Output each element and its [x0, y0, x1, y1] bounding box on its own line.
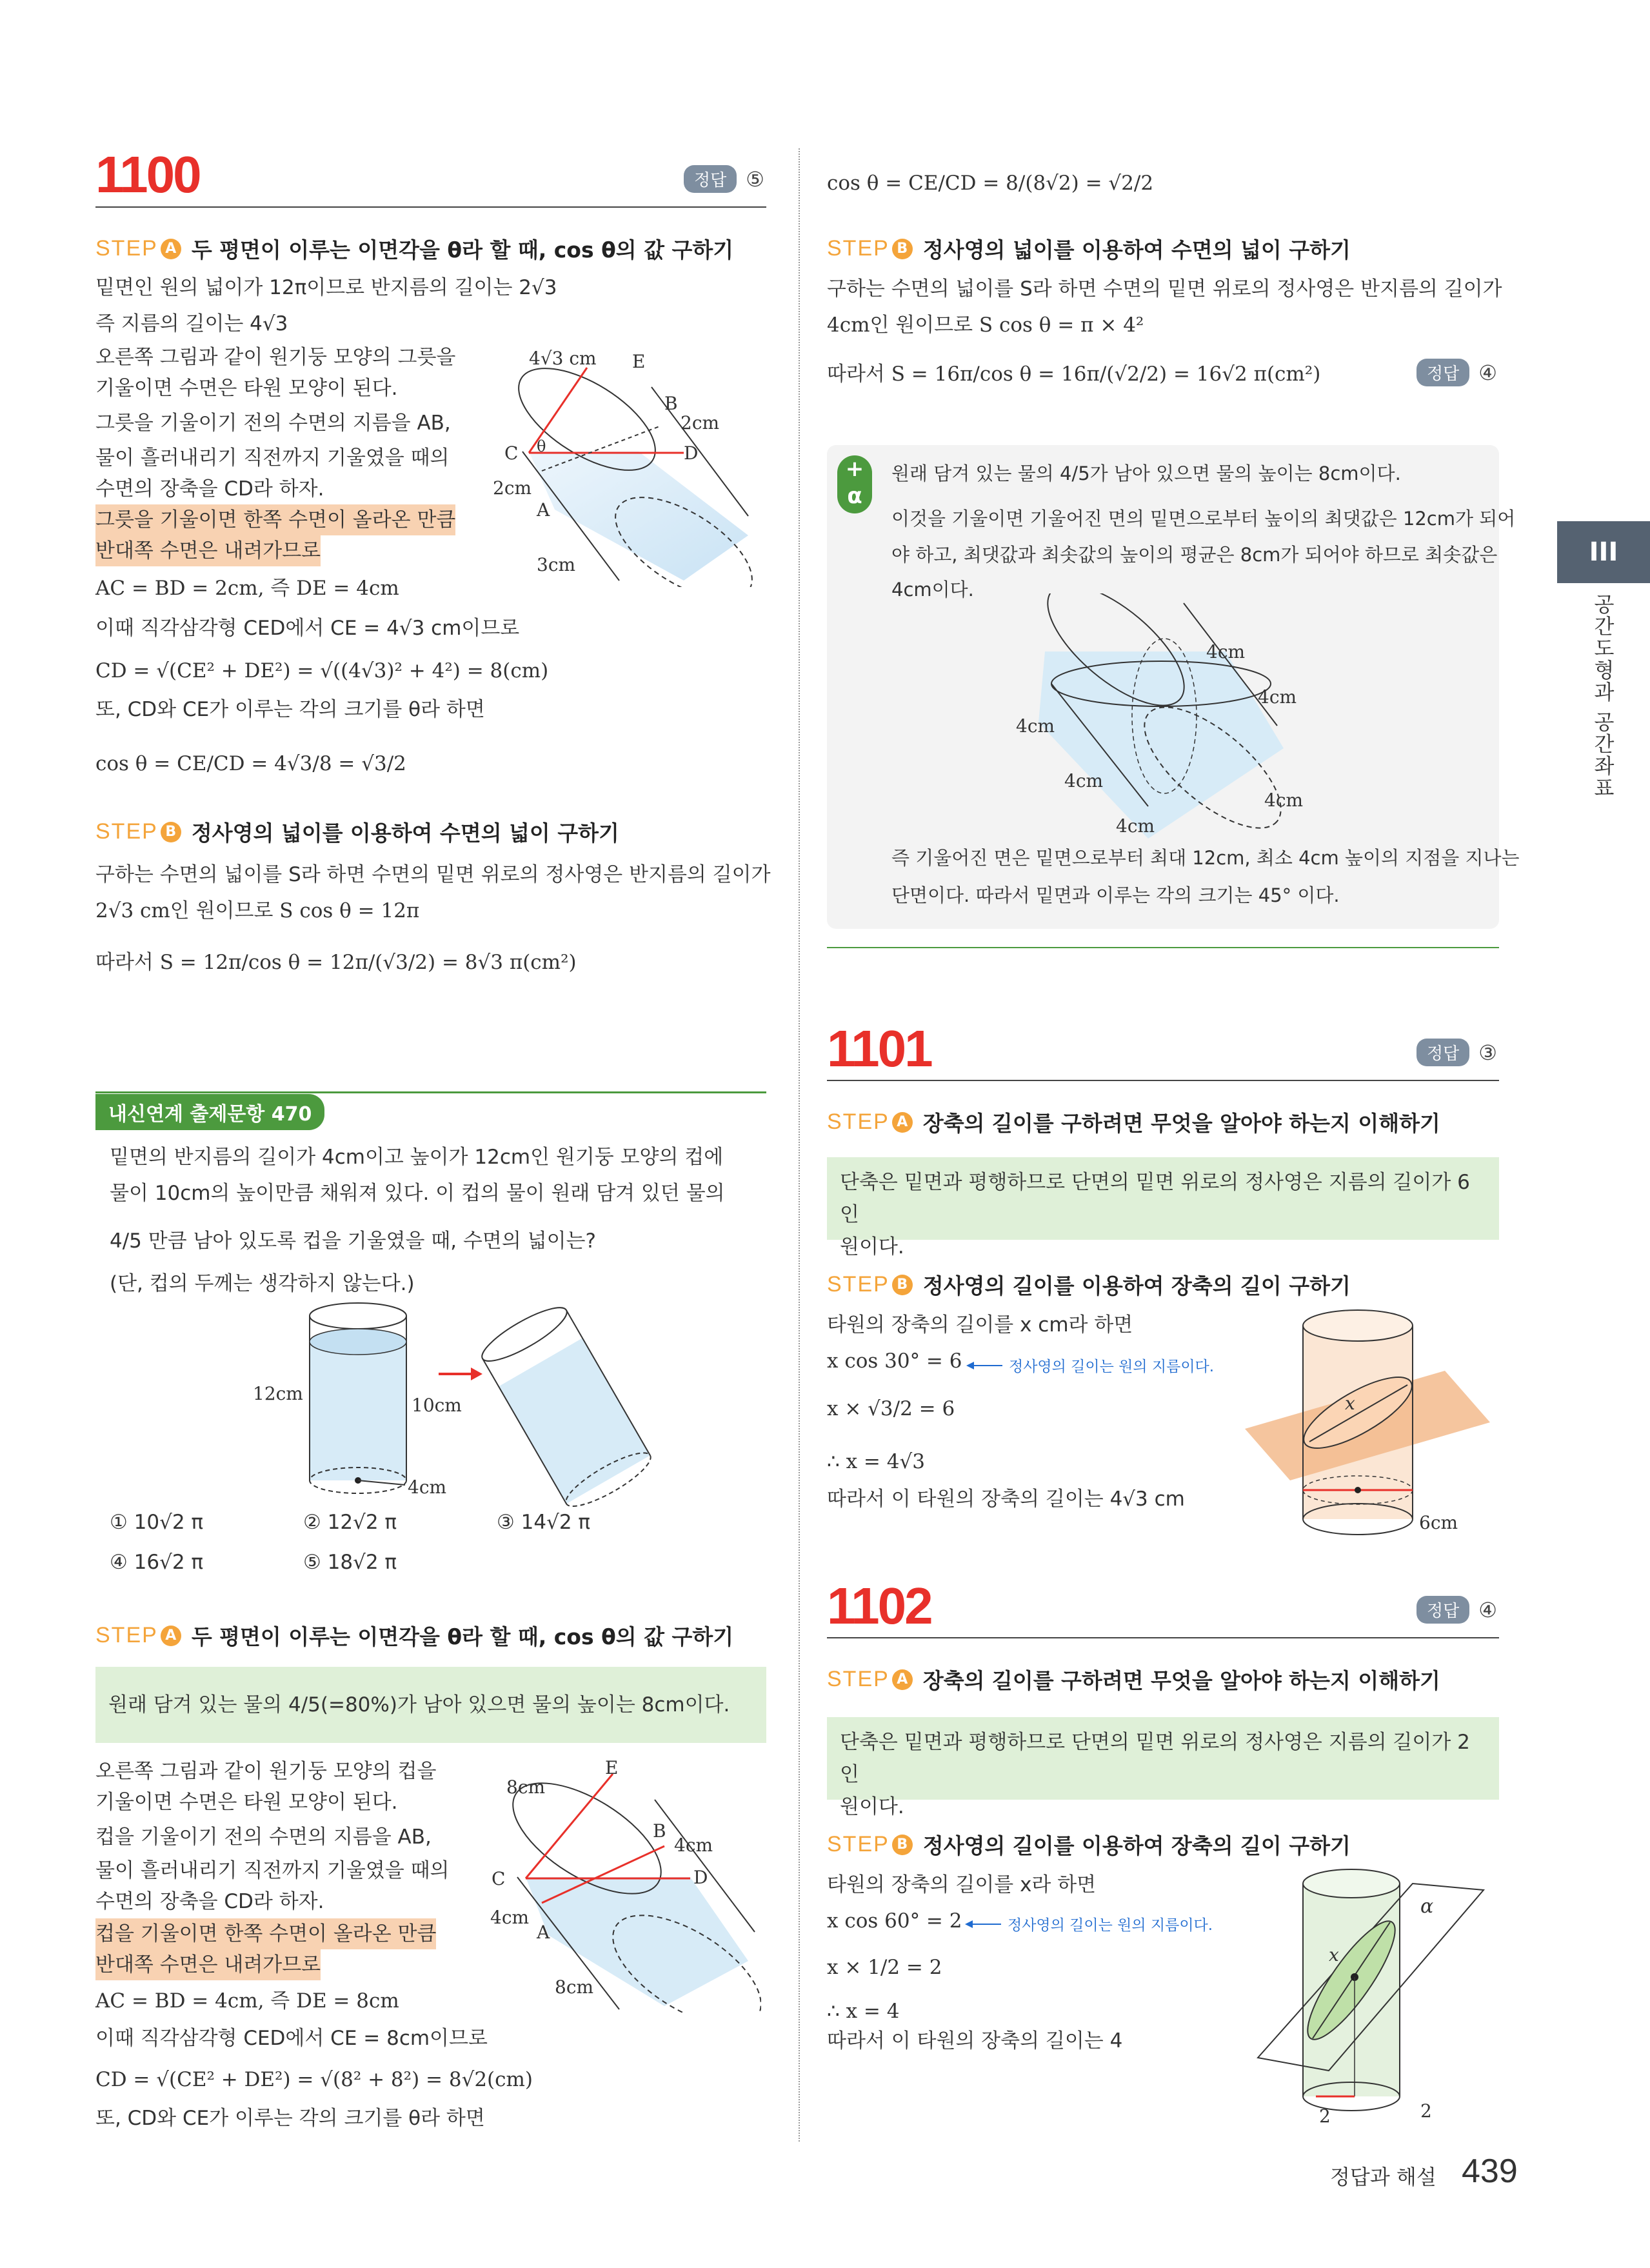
text-line: 타원의 장축의 길이를 x cm라 하면: [827, 1313, 1133, 1337]
choice-2[interactable]: ② 12√2 π: [303, 1511, 397, 1534]
label-theta: θ: [537, 437, 546, 455]
step-b-heading: [95, 817, 619, 847]
problem-badge: 내신연계 출제문항 470: [95, 1094, 324, 1130]
label-b: B: [653, 1820, 666, 1842]
label-x: x: [1345, 1393, 1355, 1414]
step-word: STEP: [827, 1272, 890, 1297]
highlighted-line: 컵을 기울이면 한쪽 수면이 올라온 만큼: [95, 1918, 436, 1949]
water-fill: [310, 1342, 406, 1480]
step-title: 정사영의 길이를 이용하여 장축의 길이 구하기: [922, 1273, 1351, 1298]
text-line: 물이 흘러내리기 직전까지 기울였을 때의: [95, 1859, 450, 1882]
arrow-head: [471, 1368, 482, 1380]
text-line: 또, CD와 CE가 이루는 각의 크기를 θ라 하면: [95, 698, 485, 721]
text-line: 이때 직각삼각형 CED에서 CE = 8cm이므로: [95, 2027, 488, 2050]
tilted-water: [499, 1338, 650, 1504]
tip-line: 원래 담겨 있는 물의 4/5가 남아 있으면 물의 높이는 8cm이다.: [891, 463, 1401, 484]
equation-line: ∴ x = 4: [827, 2000, 900, 2023]
equation-line: ∴ x = 4√3: [827, 1450, 925, 1473]
step-a-heading: [827, 1107, 1440, 1137]
step-word: STEP: [827, 1109, 890, 1134]
water-body: [1039, 652, 1284, 839]
insight-line: 원이다.: [840, 1235, 904, 1258]
text-line: 구하는 수면의 넓이를 S라 하면 수면의 밑면 위로의 정사영은 반지름의 길이가: [827, 277, 1502, 301]
insight-line: 단축은 밑면과 평행하므로 단면의 밑면 위로의 정사영은 지름의 길이가 2인: [840, 1731, 1470, 1786]
highlighted-line: 반대쪽 수면은 내려가므로: [95, 1949, 321, 1980]
choice-4[interactable]: ④ 16√2 π: [110, 1551, 204, 1574]
label-top: 4√3 cm: [529, 348, 597, 369]
step-word: STEP: [827, 1667, 890, 1691]
label-4cm-left: 4cm: [490, 1907, 530, 1928]
highlighted-line: 반대쪽 수면은 내려가므로: [95, 535, 321, 566]
label-6cm: 6cm: [1419, 1512, 1458, 1533]
tip-line: 야 하고, 최댓값과 최솟값의 높이의 평균은 8cm가 되어야 하므로 최솟값은: [891, 544, 1498, 566]
step-title: 장축의 길이를 구하려면 무엇을 알아야 하는지 이해하기: [922, 1668, 1440, 1693]
tilted-cup-figure: [477, 1755, 761, 2013]
key-insight-box: [827, 1717, 1499, 1818]
step-title: 두 평면이 이루는 이면각을 θ라 할 때, cos θ의 값 구하기: [191, 237, 734, 263]
text-line: 수면의 장축을 CD라 하자.: [95, 1890, 324, 1913]
badge-rule: [95, 1091, 766, 1093]
label-radius: 4cm: [408, 1477, 447, 1498]
text-line: 밑면인 원의 넓이가 12π이므로 반지름의 길이는 2√3: [95, 276, 557, 299]
header-rule: [827, 1637, 1499, 1638]
label-4cm-right: 4cm: [674, 1835, 713, 1856]
header-rule: [95, 206, 766, 208]
question-line: 물이 10cm의 높이만큼 채워져 있다. 이 컵의 물이 원래 담겨 있던 물의: [110, 1182, 725, 1205]
step-a-heading: [95, 1620, 733, 1651]
column-divider: [799, 148, 800, 2142]
step-word: STEP: [827, 236, 890, 261]
label-4cm: 4cm: [1116, 815, 1155, 837]
label-e: E: [605, 1757, 619, 1778]
answer-value: ③: [1478, 1040, 1497, 1065]
text-line: 물이 흘러내리기 직전까지 기울였을 때의: [95, 446, 450, 470]
answer-1100: [684, 165, 764, 193]
equation-line: CD = √(CE² + DE²) = √((4√3)² + 4²) = 8(cm): [95, 659, 549, 682]
label-height: 12cm: [253, 1383, 303, 1404]
insight-line: 원이다.: [840, 1795, 904, 1818]
left-arrow-icon: [964, 1918, 1002, 1931]
label-4cm: 4cm: [1016, 715, 1055, 737]
step-title: 정사영의 넓이를 이용하여 수면의 넓이 구하기: [191, 821, 619, 846]
step-a-heading: [827, 1664, 1440, 1695]
equation-line: x × √3/2 = 6: [827, 1397, 955, 1420]
cylinder-top: [1303, 1310, 1413, 1341]
equation-line: 4cm인 원이므로 S cos θ = π × 4²: [827, 313, 1144, 337]
tip-line: 즉 기울어진 면은 밑면으로부터 최대 12cm, 최소 4cm 높이의 지점을 지나는: [891, 847, 1520, 869]
answer-1100: [1416, 359, 1497, 386]
choice-3[interactable]: ③ 14√2 π: [497, 1511, 591, 1534]
page-number: 439: [1462, 2153, 1518, 2190]
question-line: (단, 컵의 두께는 생각하지 않는다.): [110, 1272, 415, 1295]
step-word: STEP: [827, 1832, 890, 1856]
answer-1101: [1416, 1039, 1497, 1066]
insight-line: 단축은 밑면과 평행하므로 단면의 밑면 위로의 정사영은 지름의 길이가 6인: [840, 1171, 1470, 1226]
equation-line: cos θ = CE/CD = 4√3/8 = √3/2: [95, 752, 406, 775]
answer-value: ⑤: [746, 166, 764, 192]
step-title: 정사영의 길이를 이용하여 장축의 길이 구하기: [922, 1833, 1351, 1858]
label-c: C: [492, 1868, 506, 1889]
chapter-tab[interactable]: III: [1557, 521, 1650, 583]
choice-1[interactable]: ① 10√2 π: [110, 1511, 204, 1534]
step-b-heading: [827, 1269, 1351, 1300]
step-b-heading: [827, 1829, 1351, 1860]
label-4cm: 4cm: [1206, 641, 1246, 662]
text-line: 수면의 장축을 CD라 하자.: [95, 477, 324, 501]
footer-label: 정답과 해설: [1330, 2165, 1436, 2189]
equation-line: 2√3 cm인 원이므로 S cos θ = 12π: [95, 899, 420, 922]
label-4cm: 4cm: [1064, 770, 1104, 791]
arrow-annotation: [965, 1355, 1214, 1376]
text-line: 컵을 기울이기 전의 수면의 지름을 AB,: [95, 1825, 432, 1849]
label-alpha: α: [1420, 1895, 1434, 1918]
annotation-text: 정사영의 길이는 원의 지름이다.: [1008, 1917, 1213, 1934]
problem-number-1101: 1101: [827, 1020, 931, 1077]
step-badge-a: A: [892, 1669, 913, 1690]
step-word: STEP: [95, 819, 158, 844]
tip-line: 단면이다. 따라서 밑면과 이루는 각의 크기는 45° 이다.: [891, 884, 1340, 906]
label-a: A: [537, 1922, 550, 1943]
answer-label: 정답: [1416, 359, 1469, 386]
text-line: 이때 직각삼각형 CED에서 CE = 4√3 cm이므로: [95, 617, 520, 640]
label-water: 10cm: [412, 1395, 462, 1416]
label-2-left: 2: [1319, 2105, 1331, 2127]
text-line: 오른쪽 그림과 같이 원기둥 모양의 컵을: [95, 1760, 437, 1783]
center-dot: [1355, 1487, 1361, 1493]
answer-value: ④: [1478, 360, 1497, 385]
label-d: D: [684, 443, 699, 464]
equation-line: 따라서 S = 12π/cos θ = 12π/(√3/2) = 8√3 π(cm²): [95, 951, 577, 974]
label-b: B: [664, 393, 678, 414]
text-line: 그릇을 기울이기 전의 수면의 지름을 AB,: [95, 412, 451, 435]
label-8cm-top: 8cm: [506, 1776, 546, 1798]
step-badge-b: B: [161, 822, 181, 842]
label-4cm: 4cm: [1258, 686, 1297, 708]
highlighted-line: 그릇을 기울이면 한쪽 수면이 올라온 만큼: [95, 504, 455, 535]
answer-label: 정답: [1416, 1039, 1469, 1066]
sliced-cylinder-figure: [1013, 593, 1348, 839]
step-badge-b: B: [892, 1275, 913, 1295]
equation-line: AC = BD = 4cm, 즉 DE = 8cm: [95, 1989, 399, 2013]
left-arrow-icon: [965, 1359, 1004, 1372]
step-badge-a: A: [892, 1112, 913, 1133]
cup-top: [310, 1303, 406, 1329]
label-e: E: [632, 351, 646, 372]
plane-cut-cylinder-figure: [1251, 1864, 1490, 2129]
radius-line: [358, 1480, 405, 1485]
step-title: 장축의 길이를 구하려면 무엇을 알아야 하는지 이해하기: [922, 1111, 1440, 1136]
answer-label: 정답: [1416, 1596, 1469, 1624]
header-rule: [827, 1080, 1499, 1081]
answer-label: 정답: [684, 165, 737, 193]
step-word: STEP: [95, 1623, 158, 1647]
step-badge-a: A: [161, 239, 181, 259]
label-4cm: 4cm: [1264, 790, 1304, 811]
problem-number-1100: 1100: [95, 146, 200, 203]
label-2cm-left: 2cm: [493, 477, 532, 499]
equation-line: cos θ = CE/CD = 8/(8√2) = √2/2: [827, 172, 1154, 195]
choice-5[interactable]: ⑤ 18√2 π: [303, 1551, 397, 1574]
text-line: 타원의 장축의 길이를 x라 하면: [827, 1873, 1097, 1896]
tip-line: 4cm이다.: [891, 579, 974, 601]
water-top: [310, 1329, 406, 1355]
step-badge-a: A: [161, 1626, 181, 1646]
key-insight-box: 원래 담겨 있는 물의 4/5(=80%)가 남아 있으면 물의 높이는 8cm이다.: [95, 1667, 766, 1743]
answer-value: ④: [1478, 1597, 1497, 1622]
cylinder-top: [1303, 1869, 1400, 1898]
plane-cut-cylinder-figure: [1238, 1306, 1496, 1545]
tilted-cylinder-figure: [490, 342, 761, 587]
equation-line: x × 1/2 = 2: [827, 1956, 942, 1979]
step-badge-b: B: [892, 1835, 913, 1855]
label-c: C: [504, 443, 519, 464]
equation-line: 따라서 S = 16π/cos θ = 16π/(√2/2) = 16√2 π(cm²): [827, 363, 1321, 386]
problem-number-1102: 1102: [827, 1577, 931, 1635]
label-d: D: [693, 1867, 708, 1888]
step-word: STEP: [95, 236, 158, 261]
label-a: A: [537, 499, 550, 521]
plus-alpha-icon: + α: [837, 455, 872, 513]
text-line: 오른쪽 그림과 같이 원기둥 모양의 그릇을: [95, 346, 456, 369]
step-b-heading: [827, 234, 1351, 264]
equation-line: AC = BD = 2cm, 즉 DE = 4cm: [95, 577, 399, 600]
question-line: 밑면의 반지름의 길이가 4cm이고 높이가 12cm인 원기둥 모양의 컵에: [110, 1146, 724, 1169]
arrow-annotation: [964, 1913, 1213, 1935]
equation-line: x cos 30° = 6: [827, 1349, 962, 1373]
text-line: 즉 지름의 길이는 4√3: [95, 312, 288, 335]
step-badge-b: B: [892, 239, 913, 259]
question-line: 4/5 만큼 남아 있도록 컵을 기울였을 때, 수면의 넓이는?: [110, 1229, 596, 1253]
equation-line: x cos 60° = 2: [827, 1909, 962, 1933]
label-2-right: 2: [1420, 2100, 1432, 2122]
section-rule: [827, 947, 1499, 948]
text-line: 따라서 이 타원의 장축의 길이는 4√3 cm: [827, 1487, 1185, 1511]
text-line: 따라서 이 타원의 장축의 길이는 4: [827, 2029, 1123, 2053]
label-x: x: [1329, 1944, 1339, 1965]
tip-line: 이것을 기울이면 기울어진 면의 밑면으로부터 높이의 최댓값은 12cm가 되어: [891, 508, 1516, 530]
answer-1102: [1416, 1596, 1497, 1624]
text-line: 또, CD와 CE가 이루는 각의 크기를 θ라 하면: [95, 2107, 485, 2130]
step-title: 두 평면이 이루는 이면각을 θ라 할 때, cos θ의 값 구하기: [191, 1624, 734, 1649]
label-2cm-right: 2cm: [681, 412, 720, 433]
chapter-title: 공간도형과 공간좌표: [1591, 593, 1615, 799]
key-insight-box: [827, 1157, 1499, 1258]
cup-figure: [245, 1297, 658, 1509]
label-3cm: 3cm: [537, 554, 576, 575]
label-8cm-bottom: 8cm: [555, 1976, 594, 1998]
equation-line: CD = √(CE² + DE²) = √(8² + 8²) = 8√2(cm): [95, 2068, 533, 2091]
step-a-heading: [95, 234, 733, 264]
text-line: 기울이면 수면은 타원 모양이 된다.: [95, 377, 398, 400]
text-line: 기울이면 수면은 타원 모양이 된다.: [95, 1791, 398, 1814]
annotation-text: 정사영의 길이는 원의 지름이다.: [1009, 1358, 1215, 1375]
text-line: 구하는 수면의 넓이를 S라 하면 수면의 밑면 위로의 정사영은 반지름의 길이가: [95, 863, 771, 886]
step-title: 정사영의 넓이를 이용하여 수면의 넓이 구하기: [922, 237, 1351, 263]
